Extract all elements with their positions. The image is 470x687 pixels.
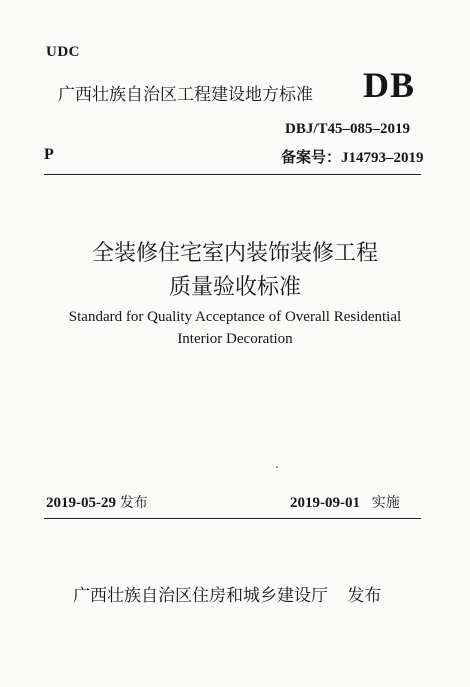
publisher-name: 广西壮族自治区住房和城乡建设厅 [73,586,328,606]
issue-date: 2019-05-29 [46,495,116,511]
udc-label: UDC [46,44,80,60]
publisher-action: 发布 [347,586,382,606]
publisher-line [73,581,381,606]
classification-code: P [44,146,54,163]
record-number: 备案号：J14793–2019 [281,150,424,166]
standard-type: 广西壮族自治区工程建设地方标准 [58,85,313,105]
effective-date: 2019-09-01 [290,495,360,511]
top-divider [44,174,421,175]
issue-label: 发布 [119,495,148,511]
standard-code: DBJ/T45–085–2019 [285,121,411,137]
scan-speck [276,466,278,468]
effective-label: 实施 [371,495,400,511]
effective-date-line [290,492,400,512]
issue-date-line [46,492,148,512]
title-cn-line2: 质量验收标准 [168,275,301,300]
title-cn-line1: 全装修住宅室内装饰装修工程 [91,241,378,266]
title-en-line1: Standard for Quality Acceptance of Overall Residential [68,309,402,325]
title-en-line2: Interior Decoration [177,331,293,347]
db-mark: DB [363,65,416,105]
bottom-divider [44,518,421,519]
